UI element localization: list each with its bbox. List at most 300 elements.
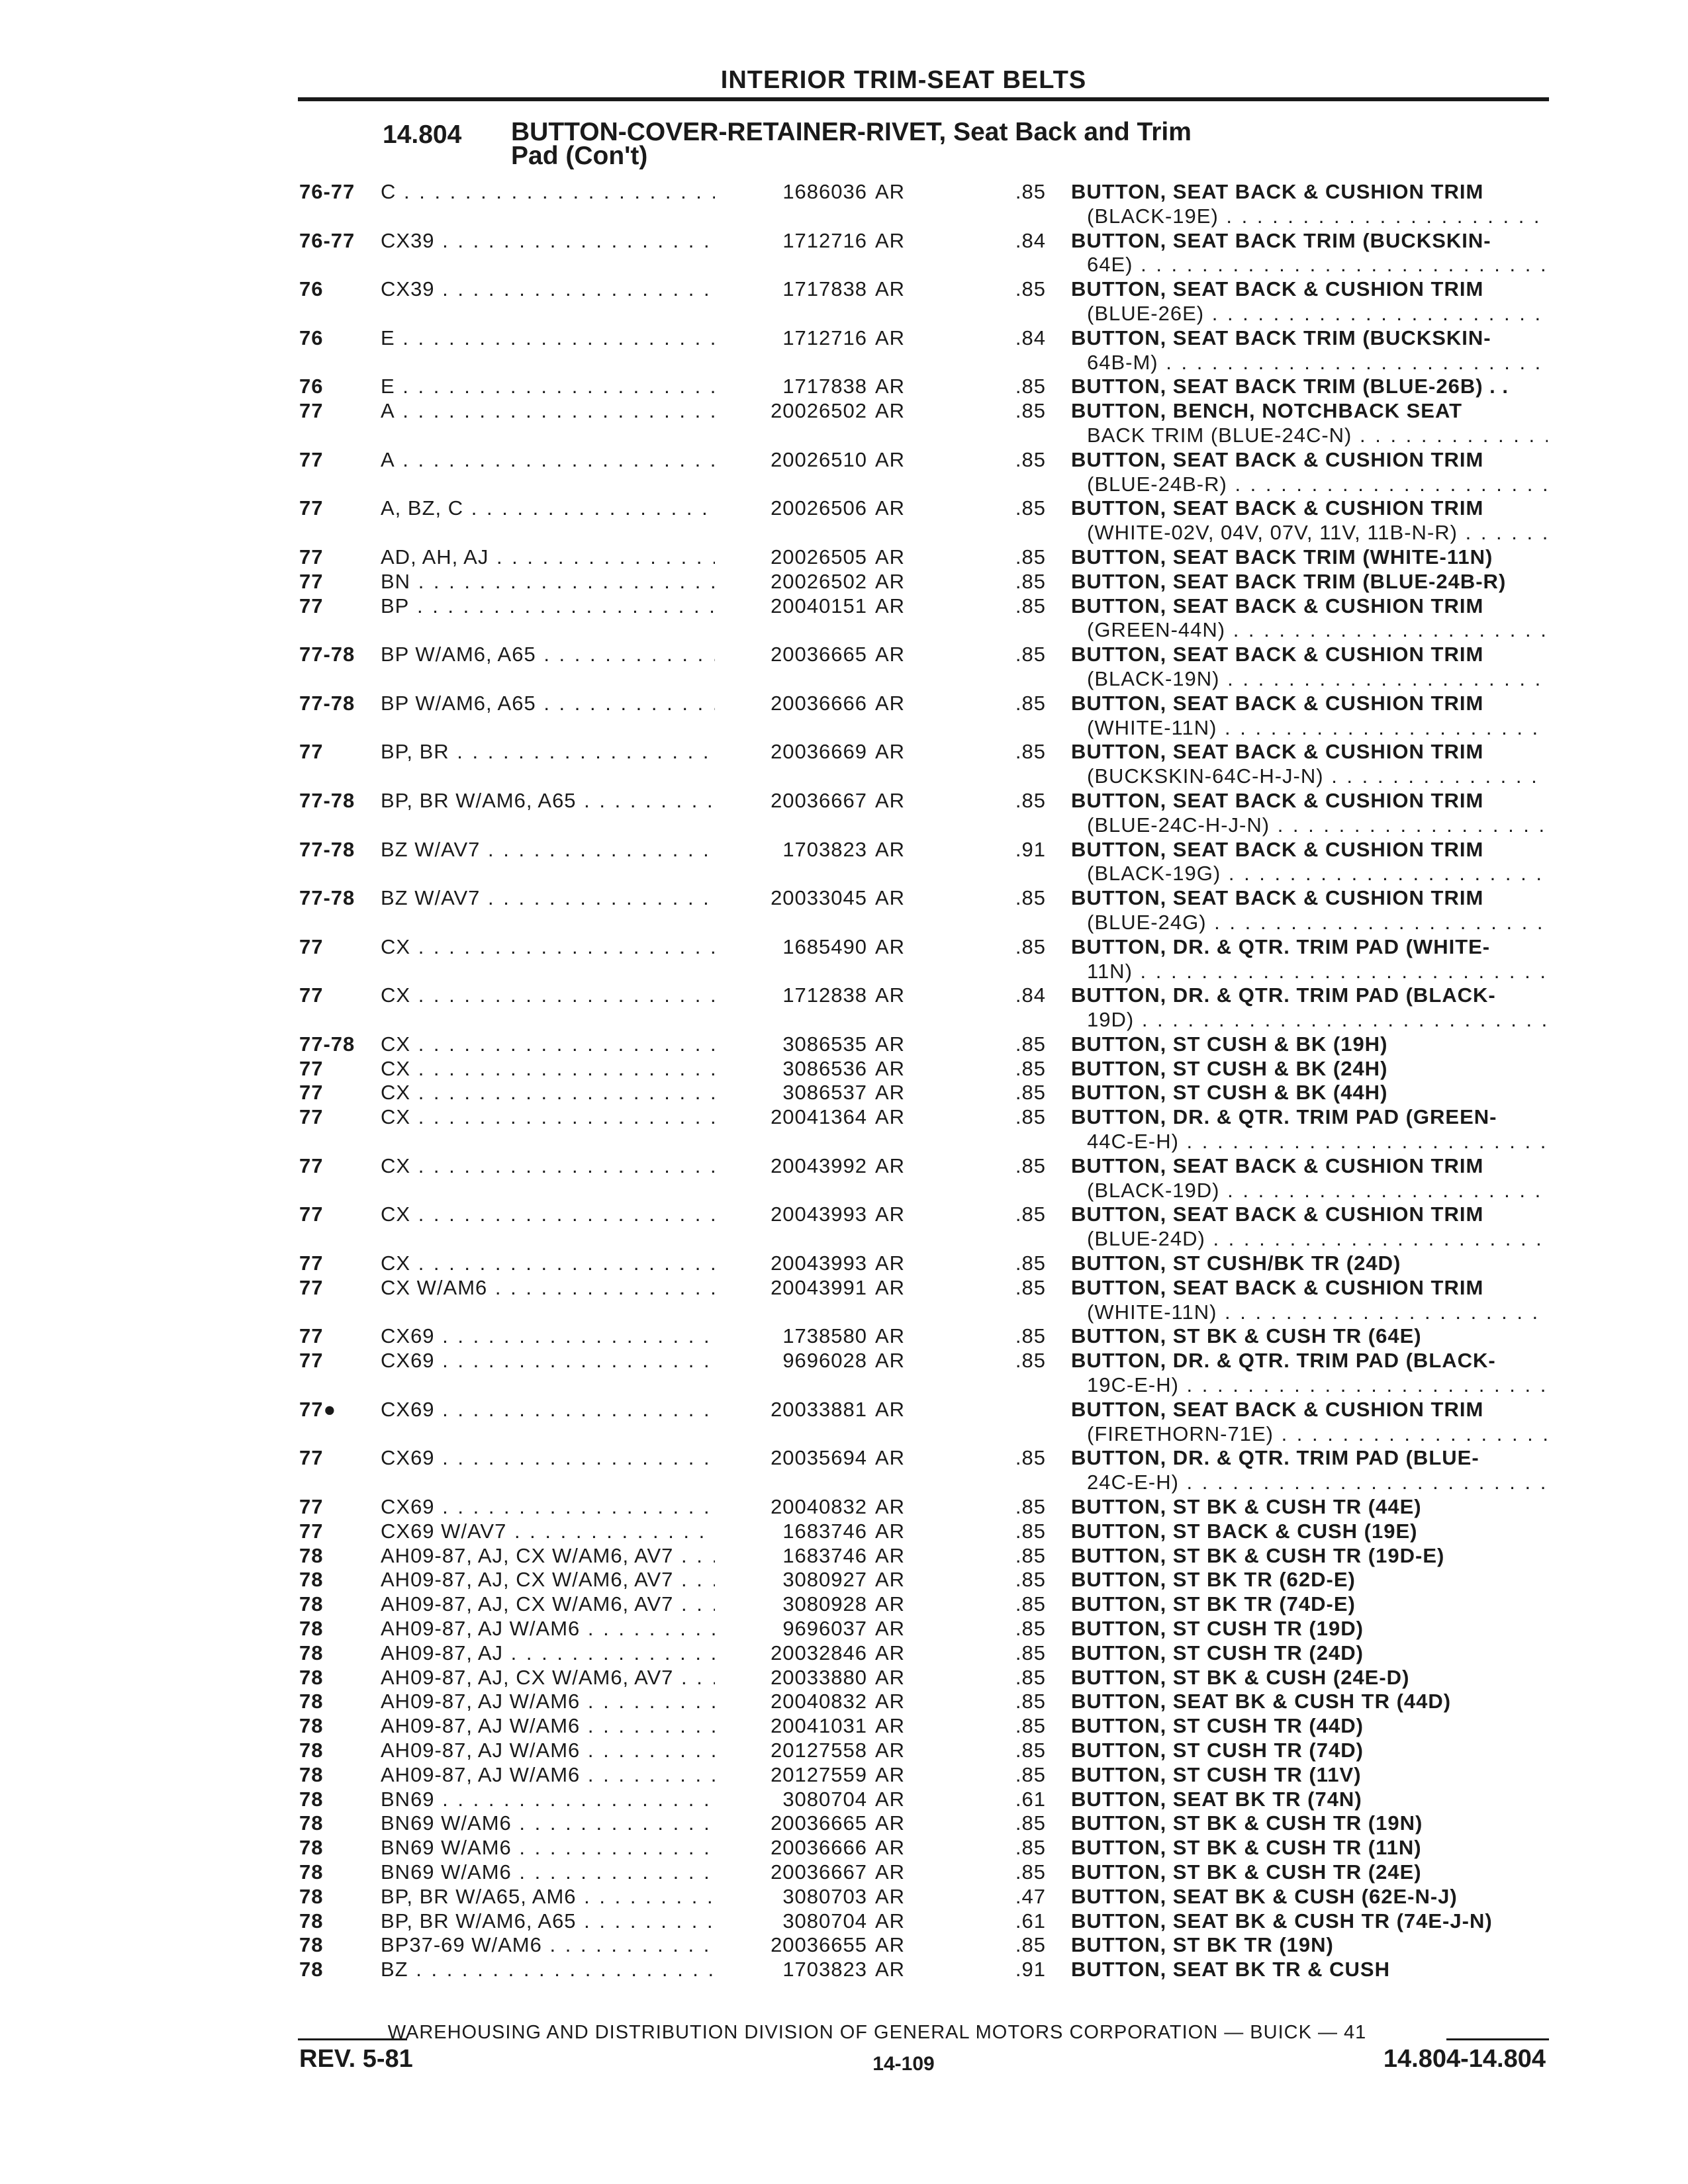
row-price: .85	[1015, 1324, 1046, 1348]
row-year: 77-78	[299, 886, 355, 910]
row-quantity: AR	[875, 837, 906, 861]
row-model: CX . . .	[381, 935, 733, 960]
table-row	[0, 399, 1688, 448]
row-quantity: AR	[875, 1690, 906, 1713]
row-description-line2: BACK TRIM (BLUE-24C-N) . . .	[1071, 424, 1548, 448]
row-year: 77-78	[299, 691, 355, 715]
row-part-number: 3086535	[715, 1032, 867, 1057]
row-description-line1: BUTTON, ST BACK & CUSH (19E)	[1071, 1519, 1418, 1543]
row-part-number: 3080927	[715, 1568, 867, 1592]
row-description-line1: BUTTON, SEAT BACK TRIM (BUCKSKIN-	[1071, 326, 1491, 349]
row-description	[1071, 1495, 1548, 1520]
row-description-line1: BUTTON, ST BK & CUSH TR (19N)	[1071, 1811, 1423, 1835]
row-part-number: 20036666	[715, 1836, 867, 1860]
row-description-line1: BUTTON, SEAT BACK & CUSHION TRIM	[1071, 277, 1484, 301]
table-row	[0, 1788, 1688, 1812]
revision-label: REV. 5-81	[299, 2045, 413, 2073]
row-year: 76	[299, 326, 324, 349]
row-description-line1: BUTTON, ST BK & CUSH TR (11N)	[1071, 1836, 1422, 1860]
row-quantity: AR	[875, 1495, 906, 1519]
row-price: .85	[1015, 545, 1046, 569]
table-row	[0, 1860, 1688, 1885]
row-year: 78	[299, 1933, 324, 1957]
table-row	[0, 1958, 1688, 1982]
row-price: .61	[1015, 1909, 1046, 1933]
row-year: 77	[299, 1495, 324, 1519]
row-description	[1071, 1203, 1548, 1251]
row-description-line1: BUTTON, SEAT BK & CUSH TR (74E-J-N)	[1071, 1909, 1493, 1933]
row-quantity: AR	[875, 1884, 906, 1908]
row-quantity: AR	[875, 886, 906, 910]
row-model: CX39 . . .	[381, 277, 733, 302]
row-quantity: AR	[875, 1543, 906, 1567]
row-part-number: 20041364	[715, 1105, 867, 1130]
row-description-line1: BUTTON, DR. & QTR. TRIM PAD (BLACK-	[1071, 983, 1496, 1007]
row-description	[1071, 935, 1548, 984]
row-description	[1071, 277, 1548, 326]
row-part-number: 20033881	[715, 1398, 867, 1422]
row-description	[1071, 1714, 1548, 1739]
row-quantity: AR	[875, 691, 906, 715]
row-quantity: AR	[875, 1665, 906, 1689]
row-year: 77	[299, 1081, 324, 1105]
row-description	[1071, 594, 1548, 643]
row-description	[1071, 1105, 1548, 1154]
row-quantity: AR	[875, 496, 906, 520]
row-description	[1071, 1520, 1548, 1544]
row-price: .85	[1015, 1203, 1046, 1226]
row-year: 78	[299, 1739, 324, 1762]
row-part-number: 20127558	[715, 1739, 867, 1763]
row-description-line1: BUTTON, ST BK & CUSH TR (64E)	[1071, 1324, 1422, 1348]
table-row	[0, 935, 1688, 984]
row-price: .85	[1015, 1665, 1046, 1689]
row-price: .85	[1015, 1739, 1046, 1762]
row-year: 77	[299, 1203, 324, 1226]
section-range: 14.804-14.804	[1383, 2045, 1546, 2073]
row-description-line2: (FIRETHORN-71E) . . .	[1071, 1422, 1548, 1447]
row-price: .85	[1015, 399, 1046, 423]
row-part-number: 1703823	[715, 1958, 867, 1982]
row-description	[1071, 838, 1548, 887]
row-description-line1: BUTTON, SEAT BACK & CUSHION TRIM	[1071, 886, 1484, 910]
row-price: .84	[1015, 228, 1046, 252]
row-description-line1: BUTTON, ST BK & CUSH (24E-D)	[1071, 1665, 1410, 1689]
row-model: AH09-87, AJ, CX W/AM6, AV7 . . .	[381, 1568, 733, 1592]
row-description	[1071, 1763, 1548, 1788]
row-model: CX69 . . .	[381, 1324, 733, 1349]
row-description	[1071, 1568, 1548, 1592]
row-quantity: AR	[875, 1324, 906, 1348]
row-year: 77-78	[299, 643, 355, 666]
row-part-number: 20040832	[715, 1690, 867, 1714]
row-price: .47	[1015, 1884, 1046, 1908]
row-description-line1: BUTTON, SEAT BACK & CUSHION TRIM	[1071, 788, 1484, 812]
row-description-line1: BUTTON, BENCH, NOTCHBACK SEAT	[1071, 399, 1463, 423]
row-quantity: AR	[875, 1154, 906, 1177]
row-quantity: AR	[875, 1739, 906, 1762]
row-part-number: 20043993	[715, 1251, 867, 1276]
table-row	[0, 1154, 1688, 1203]
row-description-line2: 64B-M) . . .	[1071, 351, 1548, 375]
row-model: BP, BR . . .	[381, 740, 733, 764]
table-row	[0, 1714, 1688, 1739]
row-description	[1071, 1788, 1548, 1812]
row-description-line1: BUTTON, ST BK & CUSH TR (19D-E)	[1071, 1543, 1445, 1567]
table-row	[0, 1909, 1688, 1934]
table-row	[0, 1495, 1688, 1520]
row-quantity: AR	[875, 1860, 906, 1884]
row-model: BP . . .	[381, 594, 733, 619]
row-part-number: 1717838	[715, 277, 867, 302]
row-part-number: 20036669	[715, 740, 867, 764]
table-row	[0, 448, 1688, 497]
row-part-number: 20033045	[715, 886, 867, 911]
table-row	[0, 886, 1688, 935]
row-model: C . . .	[381, 180, 733, 205]
table-row	[0, 496, 1688, 545]
row-price: .85	[1015, 788, 1046, 812]
row-description-line2: (BLUE-26E) . . .	[1071, 302, 1548, 326]
row-description-line1: BUTTON, SEAT BACK & CUSHION TRIM	[1071, 643, 1484, 666]
row-year: 76-77	[299, 228, 355, 252]
row-year: 78	[299, 1714, 324, 1738]
row-description	[1071, 1592, 1548, 1617]
row-model: BP W/AM6, A65 . . .	[381, 643, 733, 667]
row-part-number: 20036665	[715, 1811, 867, 1836]
row-price: .85	[1015, 1349, 1046, 1373]
row-year: 77	[299, 1519, 324, 1543]
row-year: 78	[299, 1958, 324, 1981]
row-description	[1071, 692, 1548, 741]
row-description-line1: BUTTON, ST BK & CUSH TR (44E)	[1071, 1495, 1422, 1519]
row-part-number: 1712716	[715, 326, 867, 351]
row-quantity: AR	[875, 1203, 906, 1226]
row-price: .85	[1015, 1105, 1046, 1129]
row-description-line2: (BUCKSKIN-64C-H-J-N) . . .	[1071, 764, 1548, 789]
row-year: 77	[299, 594, 324, 617]
row-part-number: 1683746	[715, 1520, 867, 1544]
row-description-line1: BUTTON, SEAT BACK & CUSHION TRIM	[1071, 691, 1484, 715]
row-model: CX69 . . .	[381, 1446, 733, 1471]
row-price: .85	[1015, 1032, 1046, 1056]
table-row	[0, 1446, 1688, 1495]
row-part-number: 3080928	[715, 1592, 867, 1617]
row-quantity: AR	[875, 277, 906, 301]
row-price: .85	[1015, 691, 1046, 715]
row-part-number: 20043992	[715, 1154, 867, 1179]
row-year: 78	[299, 1762, 324, 1786]
row-description-line1: BUTTON, DR. & QTR. TRIM PAD (BLACK-	[1071, 1349, 1496, 1373]
row-model: CX . . .	[381, 1081, 733, 1105]
row-model: BZ . . .	[381, 1958, 733, 1982]
row-part-number: 1686036	[715, 180, 867, 205]
row-quantity: AR	[875, 1933, 906, 1957]
row-model: BP, BR W/A65, AM6 . . .	[381, 1885, 733, 1909]
row-year: 77-78	[299, 1032, 355, 1056]
table-row	[0, 1739, 1688, 1763]
table-row	[0, 1324, 1688, 1349]
row-part-number: 20127559	[715, 1763, 867, 1788]
row-description	[1071, 1032, 1548, 1057]
row-price: .85	[1015, 180, 1046, 203]
row-description-line1: BUTTON, ST BK TR (19N)	[1071, 1933, 1334, 1957]
row-quantity: AR	[875, 643, 906, 666]
row-model: BN69 W/AM6 . . .	[381, 1860, 733, 1885]
row-model: BP, BR W/AM6, A65 . . .	[381, 1909, 733, 1934]
table-row	[0, 1933, 1688, 1958]
row-description-line1: BUTTON, ST CUSH TR (19D)	[1071, 1617, 1364, 1641]
row-price: .84	[1015, 983, 1046, 1007]
row-price: .85	[1015, 934, 1046, 958]
row-part-number: 9696037	[715, 1617, 867, 1641]
row-part-number: 20026505	[715, 545, 867, 570]
row-year: 77	[299, 1105, 324, 1129]
row-year: 78	[299, 1617, 324, 1641]
row-part-number: 20036666	[715, 692, 867, 716]
row-description	[1071, 229, 1548, 278]
row-description	[1071, 1739, 1548, 1763]
row-quantity: AR	[875, 1641, 906, 1664]
row-year: 77	[299, 569, 324, 593]
row-year: 78	[299, 1860, 324, 1884]
row-year: 77	[299, 1324, 324, 1348]
row-description	[1071, 448, 1548, 497]
row-price: .85	[1015, 643, 1046, 666]
table-row	[0, 594, 1688, 643]
row-quantity: AR	[875, 180, 906, 203]
row-description-line2: (BLUE-24C-H-J-N) . . .	[1071, 813, 1548, 838]
row-year: 77	[299, 1349, 324, 1373]
row-description	[1071, 1641, 1548, 1666]
table-row	[0, 1520, 1688, 1544]
row-description-line1: BUTTON, SEAT BACK & CUSHION TRIM	[1071, 1275, 1484, 1299]
section-number: 14.804	[383, 120, 462, 149]
row-description-line1: BUTTON, ST BK & CUSH TR (24E)	[1071, 1860, 1422, 1884]
row-description-line1: BUTTON, ST CUSH/BK TR (24D)	[1071, 1251, 1401, 1275]
row-year: 78	[299, 1884, 324, 1908]
row-description	[1071, 375, 1548, 399]
section-title	[511, 120, 1372, 168]
row-model: A, BZ, C . . .	[381, 496, 733, 521]
row-description-line1: BUTTON, ST CUSH & BK (19H)	[1071, 1032, 1388, 1056]
row-year: 77	[299, 447, 324, 471]
row-part-number: 1717838	[715, 375, 867, 399]
row-price: .85	[1015, 1690, 1046, 1713]
row-model: CX . . .	[381, 1154, 733, 1179]
row-description	[1071, 1446, 1548, 1495]
row-price: .91	[1015, 1958, 1046, 1981]
row-price: .85	[1015, 1568, 1046, 1592]
row-model: BP, BR W/AM6, A65 . . .	[381, 789, 733, 813]
row-year: 77	[299, 1154, 324, 1177]
row-part-number: 20032846	[715, 1641, 867, 1666]
row-model: CX69 . . .	[381, 1349, 733, 1373]
row-year: 76	[299, 375, 324, 398]
row-description	[1071, 1349, 1548, 1398]
row-part-number: 3086536	[715, 1057, 867, 1081]
row-description-line2: 19D) . . .	[1071, 1008, 1548, 1032]
table-row	[0, 326, 1688, 375]
row-quantity: AR	[875, 1081, 906, 1105]
row-description-line2: (BLACK-19D) . . .	[1071, 1179, 1548, 1203]
row-quantity: AR	[875, 569, 906, 593]
table-row	[0, 1763, 1688, 1788]
row-description	[1071, 1081, 1548, 1105]
row-part-number: 1685490	[715, 935, 867, 960]
row-description-line1: BUTTON, DR. & QTR. TRIM PAD (BLUE-	[1071, 1446, 1479, 1470]
row-part-number: 1712838	[715, 983, 867, 1008]
row-model: BN . . .	[381, 570, 733, 594]
row-model: BN69 . . .	[381, 1788, 733, 1812]
row-price: .91	[1015, 837, 1046, 861]
row-description-line1: BUTTON, SEAT BACK & CUSHION TRIM	[1071, 1154, 1484, 1177]
row-model: AH09-87, AJ W/AM6 . . .	[381, 1617, 733, 1641]
row-part-number: 20041031	[715, 1714, 867, 1739]
row-year: 78	[299, 1543, 324, 1567]
row-description	[1071, 886, 1548, 935]
row-description	[1071, 1057, 1548, 1081]
row-quantity: AR	[875, 1519, 906, 1543]
row-year: 77	[299, 740, 324, 764]
row-description-line2: (WHITE-11N) . . .	[1071, 716, 1548, 741]
row-description-line1: BUTTON, SEAT BACK & CUSHION TRIM	[1071, 740, 1484, 764]
footer-rule-right	[1446, 2038, 1549, 2040]
row-description-line1: BUTTON, ST CUSH & BK (44H)	[1071, 1081, 1388, 1105]
row-price: .85	[1015, 496, 1046, 520]
row-model: E . . .	[381, 375, 733, 399]
row-description	[1071, 1544, 1548, 1569]
row-quantity: AR	[875, 228, 906, 252]
row-description-line1: BUTTON, SEAT BK TR (74N)	[1071, 1787, 1362, 1811]
row-year: 77	[299, 1056, 324, 1080]
row-description-line1: BUTTON, SEAT BACK & CUSHION TRIM	[1071, 1397, 1484, 1421]
row-model: CX W/AM6 . . .	[381, 1276, 733, 1300]
row-quantity: AR	[875, 983, 906, 1007]
row-price: .85	[1015, 1617, 1046, 1641]
row-description-line1: BUTTON, ST CUSH TR (44D)	[1071, 1714, 1364, 1738]
row-description-line2: 64E) . . .	[1071, 253, 1548, 277]
row-part-number: 1683746	[715, 1544, 867, 1569]
row-description	[1071, 496, 1548, 545]
table-row	[0, 643, 1688, 692]
row-part-number: 3080703	[715, 1885, 867, 1909]
row-model: AH09-87, AJ W/AM6 . . .	[381, 1739, 733, 1763]
row-price: .85	[1015, 886, 1046, 910]
table-row	[0, 1836, 1688, 1860]
row-description-line1: BUTTON, SEAT BACK & CUSHION TRIM	[1071, 594, 1484, 617]
row-description	[1071, 789, 1548, 838]
row-description	[1071, 1690, 1548, 1714]
row-description-line1: BUTTON, DR. & QTR. TRIM PAD (GREEN-	[1071, 1105, 1497, 1129]
table-row	[0, 229, 1688, 278]
table-row	[0, 1057, 1688, 1081]
row-description-line1: BUTTON, SEAT BK & CUSH (62E-N-J)	[1071, 1884, 1458, 1908]
row-description	[1071, 180, 1548, 229]
row-part-number: 3086537	[715, 1081, 867, 1105]
row-description-line2: (BLUE-24B-R) . . .	[1071, 473, 1548, 497]
row-part-number: 20026510	[715, 448, 867, 473]
row-model: CX69 . . .	[381, 1398, 733, 1422]
row-description	[1071, 1885, 1548, 1909]
row-description-line1: BUTTON, ST BK TR (74D-E)	[1071, 1592, 1356, 1616]
row-description	[1071, 1251, 1548, 1276]
row-price: .85	[1015, 1762, 1046, 1786]
row-year: 78	[299, 1909, 324, 1933]
table-row	[0, 740, 1688, 789]
table-row	[0, 1398, 1688, 1447]
table-row	[0, 838, 1688, 887]
row-description-line1: BUTTON, SEAT BACK & CUSHION TRIM	[1071, 496, 1484, 520]
section-title-line1: BUTTON-COVER-RETAINER-RIVET, Seat Back and Trim	[511, 118, 1192, 146]
row-model: AH09-87, AJ W/AM6 . . .	[381, 1714, 733, 1739]
row-part-number: 20026502	[715, 570, 867, 594]
table-row	[0, 1276, 1688, 1325]
table-row	[0, 570, 1688, 594]
row-part-number: 20036667	[715, 789, 867, 813]
row-model: CX69 W/AV7 . . .	[381, 1520, 733, 1544]
row-model: CX69 . . .	[381, 1495, 733, 1520]
row-year: 77●	[299, 1397, 337, 1421]
row-description-line1: BUTTON, ST BK TR (62D-E)	[1071, 1568, 1356, 1592]
row-part-number: 1703823	[715, 838, 867, 862]
row-description-line2: (BLUE-24G) . . .	[1071, 911, 1548, 935]
row-quantity: AR	[875, 1032, 906, 1056]
row-description	[1071, 1154, 1548, 1203]
row-model: AH09-87, AJ, CX W/AM6, AV7 . . .	[381, 1592, 733, 1617]
row-model: E . . .	[381, 326, 733, 351]
row-description	[1071, 1617, 1548, 1641]
row-model: BP W/AM6, A65 . . .	[381, 692, 733, 716]
row-model: CX . . .	[381, 983, 733, 1008]
row-year: 77	[299, 983, 324, 1007]
row-description-line2: 24C-E-H) . . .	[1071, 1471, 1548, 1495]
row-description-line1: BUTTON, ST CUSH TR (74D)	[1071, 1739, 1364, 1762]
footer-text: WAREHOUSING AND DISTRIBUTION DIVISION OF GENERAL MOTORS CORPORATION — BUICK — 41	[387, 2022, 1367, 2043]
section-title-line2: Pad (Con't)	[511, 142, 648, 170]
row-quantity: AR	[875, 1105, 906, 1129]
row-description-line1: BUTTON, SEAT BACK TRIM (BLUE-24B-R)	[1071, 569, 1507, 593]
row-quantity: AR	[875, 1762, 906, 1786]
row-part-number: 20026502	[715, 399, 867, 424]
row-description	[1071, 399, 1548, 448]
row-model: CX39 . . .	[381, 229, 733, 253]
table-row	[0, 1544, 1688, 1569]
row-price: .85	[1015, 1714, 1046, 1738]
table-row	[0, 545, 1688, 570]
row-description-line1: BUTTON, DR. & QTR. TRIM PAD (WHITE-	[1071, 934, 1491, 958]
table-row	[0, 1690, 1688, 1714]
row-description-line1: BUTTON, SEAT BACK & CUSHION TRIM	[1071, 837, 1484, 861]
row-quantity: AR	[875, 1787, 906, 1811]
table-row	[0, 1666, 1688, 1690]
row-price: .85	[1015, 1495, 1046, 1519]
row-quantity: AR	[875, 1909, 906, 1933]
row-price: .85	[1015, 1081, 1046, 1105]
row-year: 77	[299, 545, 324, 569]
row-model: AH09-87, AJ W/AM6 . . .	[381, 1690, 733, 1714]
row-description-line2: (WHITE-02V, 04V, 07V, 11V, 11B-N-R) . . .	[1071, 521, 1548, 545]
row-year: 78	[299, 1811, 324, 1835]
row-year: 77-78	[299, 837, 355, 861]
row-part-number: 20043993	[715, 1203, 867, 1227]
parts-list	[0, 180, 1688, 1982]
row-quantity: AR	[875, 1836, 906, 1860]
row-description-line2: 19C-E-H) . . .	[1071, 1373, 1548, 1398]
row-model: AH09-87, AJ, CX W/AM6, AV7 . . .	[381, 1544, 733, 1569]
table-row	[0, 1592, 1688, 1617]
row-part-number: 9696028	[715, 1349, 867, 1373]
